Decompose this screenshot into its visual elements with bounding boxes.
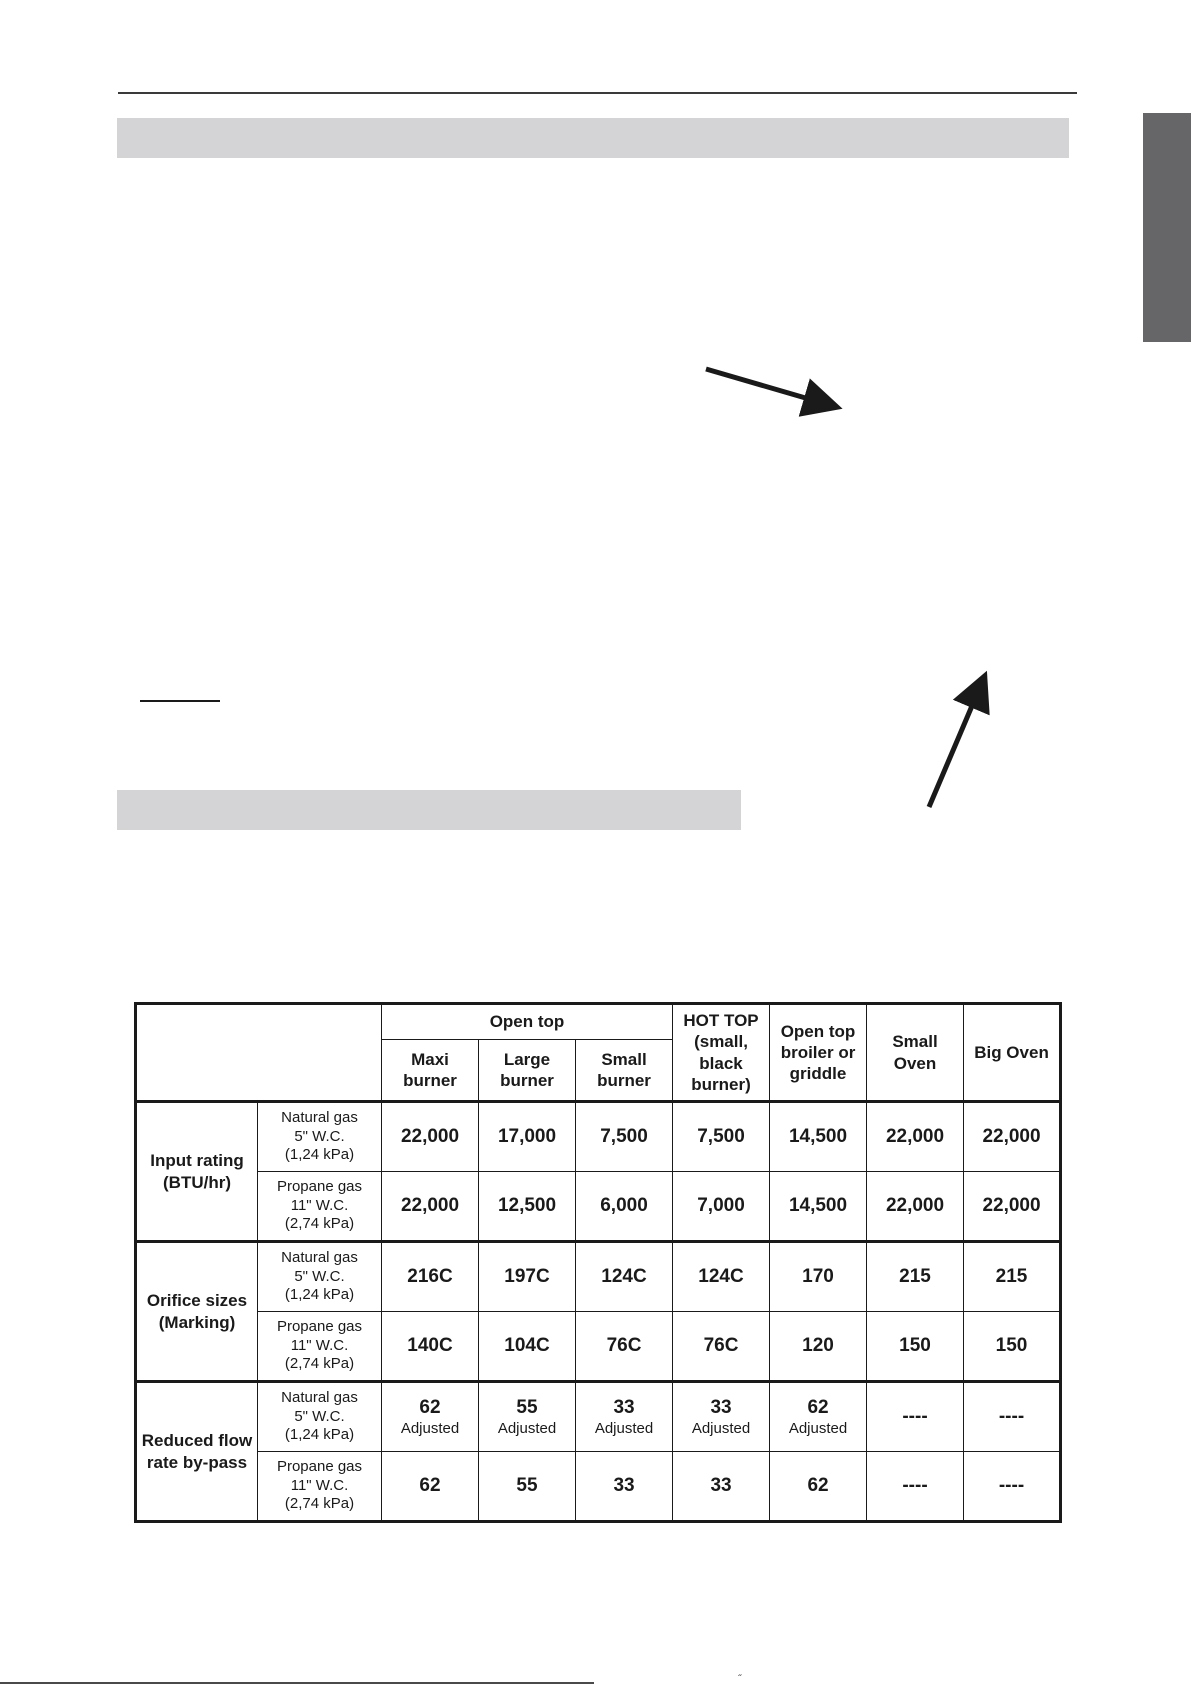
value-cell [479, 1382, 576, 1452]
gas-kpa: (1,24 kPa) [284, 1146, 355, 1164]
value-cell: 76C [673, 1312, 770, 1382]
header-open-top: Open top [382, 1004, 673, 1040]
gas-kpa: (2,74 kPa) [284, 1215, 355, 1233]
corner-cell [136, 1004, 382, 1102]
adjusted-note: Adjusted [594, 1419, 654, 1437]
header-large-burner: Large burner [479, 1040, 576, 1102]
value-cell [673, 1382, 770, 1452]
value-cell: 62 [382, 1452, 479, 1522]
gas-pressure: 11" W.C. [290, 1476, 349, 1494]
value-cell: ---- [867, 1452, 964, 1522]
gas-pressure: 11" W.C. [290, 1196, 349, 1214]
gas-pressure: 11" W.C. [290, 1336, 349, 1354]
gas-kpa: (1,24 kPa) [284, 1286, 355, 1304]
value-cell: 197C [479, 1242, 576, 1312]
bypass-value: 33 [710, 1396, 732, 1418]
value-cell: 124C [576, 1242, 673, 1312]
value-cell: 150 [867, 1312, 964, 1382]
group-orifice-sizes: Orifice sizes (Marking) [136, 1242, 258, 1382]
value-cell: 215 [867, 1242, 964, 1312]
adjusted-note: Adjusted [691, 1419, 751, 1437]
gas-name: Natural gas [281, 1248, 358, 1266]
value-cell: 124C [673, 1242, 770, 1312]
value-cell: 7,500 [576, 1102, 673, 1172]
gas-name: Propane gas [276, 1317, 363, 1335]
gas-name: Propane gas [276, 1457, 363, 1475]
value-cell: 55 [479, 1452, 576, 1522]
group-input-rating: Input rating (BTU/hr) [136, 1102, 258, 1242]
value-cell: 14,500 [770, 1102, 867, 1172]
value-cell: 76C [576, 1312, 673, 1382]
value-cell: 22,000 [382, 1172, 479, 1242]
value-cell: 215 [964, 1242, 1061, 1312]
gas-kpa: (2,74 kPa) [284, 1495, 355, 1513]
gas-kpa: (2,74 kPa) [284, 1355, 355, 1373]
gas-natural-label [258, 1102, 382, 1172]
value-cell: 33 [576, 1452, 673, 1522]
value-cell: 104C [479, 1312, 576, 1382]
value-cell [576, 1382, 673, 1452]
adjusted-note: Adjusted [788, 1419, 848, 1437]
gas-natural-label [258, 1382, 382, 1452]
value-cell: 22,000 [964, 1102, 1061, 1172]
bypass-value: 55 [516, 1396, 538, 1418]
adjusted-note: Adjusted [497, 1419, 557, 1437]
value-cell: 22,000 [867, 1172, 964, 1242]
header-small-burner: Small burner [576, 1040, 673, 1102]
value-cell: 12,500 [479, 1172, 576, 1242]
value-cell: 22,000 [382, 1102, 479, 1172]
header-small-oven: Small Oven [867, 1004, 964, 1102]
value-cell: 140C [382, 1312, 479, 1382]
value-cell: ---- [867, 1382, 964, 1452]
bypass-value: 33 [613, 1396, 635, 1418]
header-hot-top: HOT TOP (small, black burner) [673, 1004, 770, 1102]
adjusted-note: Adjusted [400, 1419, 460, 1437]
value-cell: 6,000 [576, 1172, 673, 1242]
header-open-top-broiler: Open top broiler or griddle [770, 1004, 867, 1102]
header-big-oven: Big Oven [964, 1004, 1061, 1102]
gas-kpa: (1,24 kPa) [284, 1426, 355, 1444]
gas-propane-label [258, 1312, 382, 1382]
value-cell: 7,500 [673, 1102, 770, 1172]
gas-propane-label [258, 1172, 382, 1242]
footer-rule [0, 1682, 594, 1684]
gas-natural-label [258, 1242, 382, 1312]
group-reduced-flow: Reduced flow rate by-pass [136, 1382, 258, 1522]
value-cell: 17,000 [479, 1102, 576, 1172]
gas-pressure: 5" W.C. [294, 1127, 345, 1145]
gas-pressure: 5" W.C. [294, 1267, 345, 1285]
gas-pressure: 5" W.C. [294, 1407, 345, 1425]
gas-specifications-table [134, 1002, 1062, 1523]
header-maxi-burner: Maxi burner [382, 1040, 479, 1102]
value-cell [382, 1382, 479, 1452]
value-cell: 14,500 [770, 1172, 867, 1242]
arrow-right-icon [706, 369, 833, 406]
value-cell: ---- [964, 1452, 1061, 1522]
gas-name: Propane gas [276, 1177, 363, 1195]
gas-name: Natural gas [281, 1388, 358, 1406]
gas-name: Natural gas [281, 1108, 358, 1126]
value-cell: 62 [770, 1452, 867, 1522]
value-cell: 22,000 [964, 1172, 1061, 1242]
value-cell: 7,000 [673, 1172, 770, 1242]
bypass-value: 62 [419, 1396, 441, 1418]
value-cell: 216C [382, 1242, 479, 1312]
value-cell: 150 [964, 1312, 1061, 1382]
value-cell: ---- [964, 1382, 1061, 1452]
value-cell: 120 [770, 1312, 867, 1382]
bypass-value: 62 [807, 1396, 829, 1418]
value-cell [770, 1382, 867, 1452]
arrow-up-icon [929, 680, 983, 807]
footer-mark: ˝ [738, 1674, 742, 1685]
value-cell: 33 [673, 1452, 770, 1522]
value-cell: 22,000 [867, 1102, 964, 1172]
gas-propane-label [258, 1452, 382, 1522]
value-cell: 170 [770, 1242, 867, 1312]
